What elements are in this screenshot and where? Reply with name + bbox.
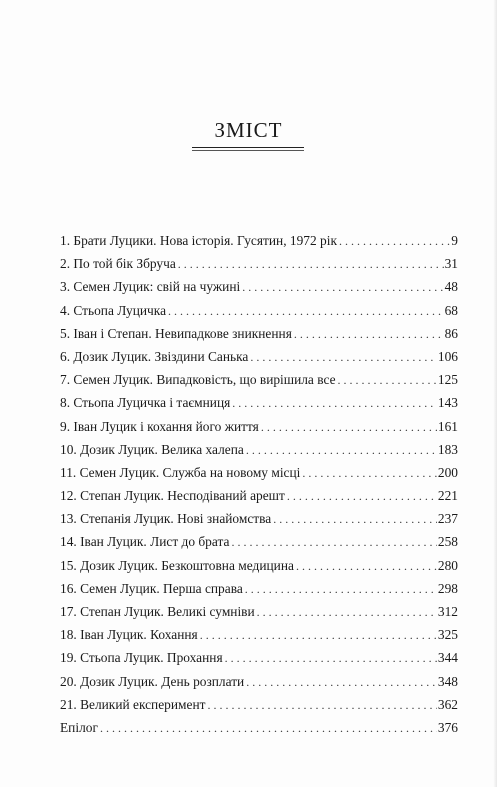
toc-entry-page: 106 — [437, 348, 458, 364]
toc-entry-page: 258 — [437, 534, 458, 550]
toc-entry[interactable] — [60, 623, 458, 646]
toc-entry-page: 48 — [444, 279, 458, 295]
dot-leader — [242, 276, 443, 299]
dot-leader — [273, 508, 437, 531]
dot-leader — [232, 392, 437, 415]
dot-leader — [246, 671, 437, 694]
toc-entry[interactable] — [60, 415, 458, 438]
dot-leader — [178, 253, 444, 276]
toc-entry-title: 19. Стьопа Луцик. Прохання — [60, 650, 223, 666]
toc-entry[interactable] — [60, 507, 458, 530]
dot-leader — [207, 694, 436, 717]
toc-entry-title: 11. Семен Луцик. Служба на новому місці — [60, 464, 301, 480]
toc-entry-title: 9. Іван Луцик і кохання його життя — [60, 418, 259, 434]
dot-leader — [261, 416, 437, 439]
toc-entry-title: 8. Стьопа Луцичка і таємниця — [60, 395, 231, 411]
toc-entry-page: 183 — [437, 441, 458, 457]
toc-entry-page: 348 — [437, 673, 458, 689]
toc-entry-page: 237 — [437, 511, 458, 527]
dot-leader — [225, 647, 437, 670]
toc-entry-title: 2. По той бік Збруча — [60, 256, 176, 272]
toc-entry-title: 4. Стьопа Луцичка — [60, 302, 167, 318]
toc-entry-title: 13. Степанія Луцик. Нові знайомства — [60, 511, 272, 527]
toc-entry[interactable] — [60, 299, 458, 322]
toc-entry-page: 298 — [437, 580, 458, 596]
dot-leader — [100, 717, 437, 740]
toc-entry-title: 6. Дозик Луцик. Звіздини Санька — [60, 348, 249, 364]
toc-entry[interactable] — [60, 252, 458, 275]
toc-entry-page: 161 — [437, 418, 458, 434]
toc-entry-page: 9 — [451, 233, 458, 248]
toc-entry-title: 12. Степан Луцик. Несподіваний арешт — [60, 488, 285, 504]
dot-leader — [257, 601, 437, 624]
toc-entry-title: 18. Іван Луцик. Кохання — [60, 627, 198, 643]
dot-leader — [296, 555, 437, 578]
toc-entry[interactable] — [60, 438, 458, 461]
dot-leader — [200, 624, 437, 647]
toc-heading: ЗМІСТ — [214, 118, 283, 142]
dot-leader — [302, 462, 437, 485]
toc-entry-page: 376 — [437, 719, 458, 735]
toc-entry[interactable] — [60, 461, 458, 484]
toc-entry-page: 68 — [444, 302, 458, 318]
toc-entry-page: 31 — [444, 256, 458, 272]
dot-leader — [168, 300, 444, 323]
toc-entry[interactable] — [60, 345, 458, 368]
toc-entry-title: 20. Дозик Луцик. День розплати — [60, 673, 245, 689]
toc-entry-title: 14. Іван Луцик. Лист до брата — [60, 534, 230, 550]
toc-entry-page: 312 — [437, 604, 458, 619]
toc-entry-page: 125 — [437, 372, 458, 388]
dot-leader — [294, 323, 444, 346]
toc-entry[interactable] — [60, 530, 458, 553]
toc-entry-page: 280 — [437, 557, 458, 573]
toc-entry-page: 221 — [437, 488, 458, 504]
toc-entry[interactable] — [60, 229, 458, 252]
toc-entry-title: 3. Семен Луцик: свій на чужині — [60, 279, 241, 295]
toc-entry[interactable] — [60, 716, 458, 739]
dot-leader — [231, 531, 436, 554]
toc-entry-page: 200 — [437, 464, 458, 480]
toc-entry[interactable] — [60, 484, 458, 507]
toc-entry-page: 344 — [437, 650, 458, 666]
table-of-contents — [60, 229, 458, 739]
toc-entry-page: 325 — [437, 627, 458, 643]
toc-entry-title: 7. Семен Луцик. Випадковість, що вирішила все — [60, 372, 336, 388]
toc-entry-title: 1. Брати Луцики. Нова історія. Гусятин, 1972 рік — [60, 233, 337, 248]
heading-underline — [192, 147, 304, 148]
toc-entry[interactable] — [60, 600, 458, 623]
toc-entry-page: 86 — [444, 325, 458, 341]
toc-entry-title: 10. Дозик Луцик. Велика халепа — [60, 441, 244, 457]
toc-entry-page: 362 — [437, 696, 458, 712]
toc-entry-title: 15. Дозик Луцик. Безкоштовна медицина — [60, 557, 294, 573]
toc-entry[interactable] — [60, 368, 458, 391]
toc-entry-title: 17. Степан Луцик. Великі сумніви — [60, 604, 255, 619]
toc-entry[interactable] — [60, 577, 458, 600]
dot-leader — [339, 230, 450, 253]
dot-leader — [245, 578, 437, 601]
toc-entry-title: 16. Семен Луцик. Перша справа — [60, 580, 243, 596]
toc-entry[interactable] — [60, 554, 458, 577]
toc-entry[interactable] — [60, 322, 458, 345]
toc-entry[interactable] — [60, 670, 458, 693]
toc-entry-title: Епілог — [60, 719, 98, 735]
toc-entry[interactable] — [60, 391, 458, 414]
dot-leader — [338, 369, 437, 392]
dot-leader — [246, 439, 437, 462]
toc-entry[interactable] — [60, 693, 458, 716]
toc-entry-title: 21. Великий експеримент — [60, 696, 206, 712]
toc-entry[interactable] — [60, 646, 458, 669]
dot-leader — [250, 346, 437, 369]
dot-leader — [287, 485, 437, 508]
toc-entry[interactable] — [60, 275, 458, 298]
toc-entry-page: 143 — [437, 395, 458, 411]
toc-entry-title: 5. Іван і Степан. Невипадкове зникнення — [60, 325, 292, 341]
